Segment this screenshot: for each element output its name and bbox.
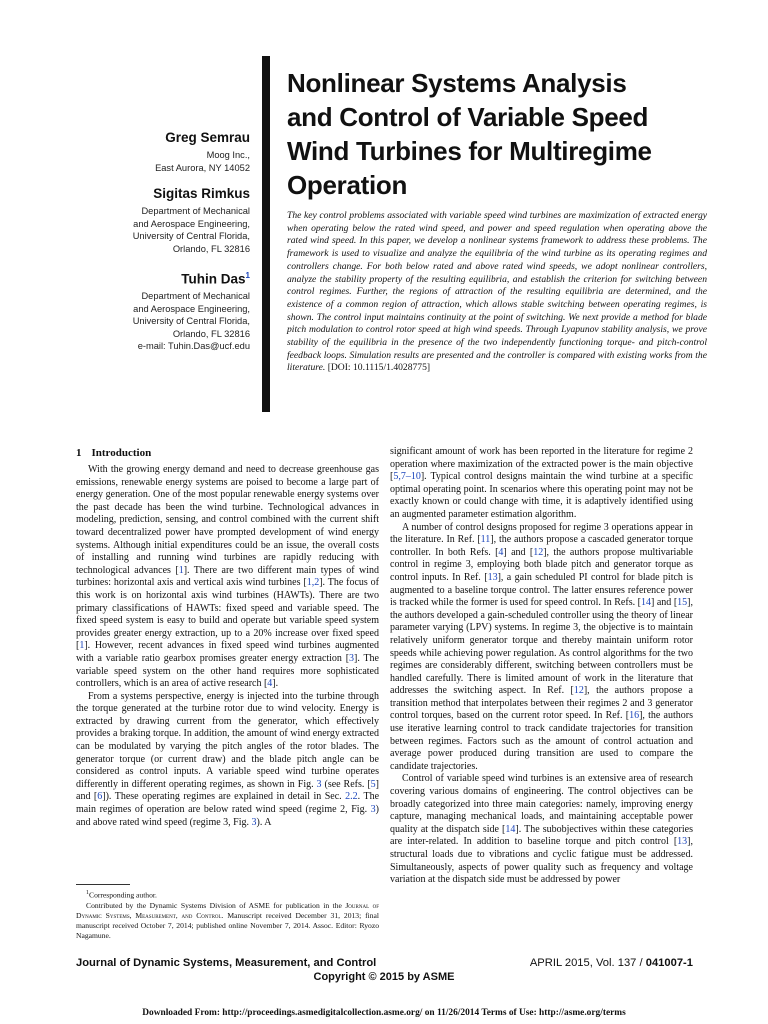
paragraph-text: ]. There are two different main types of wind turbines: horizontal axis and vertical axis wind turbines [ — [76, 564, 379, 589]
paragraph-text: ]. The focus of this work is on horizontal axis wind turbines (HAWTs). There are two primary classifications of HAWTs: fixed speed and variable speed. The fixed speed system is easy to build and operate but variable speed system provides greater energy extraction, up to a 20% increase over fixed speed [ — [76, 577, 379, 652]
author-block — [60, 268, 250, 353]
paragraph-text: ]. The variable speed system on the other hand requires more sophisticated controllers, which is an area of active research [ — [76, 652, 379, 690]
body-column-right — [390, 446, 693, 887]
author-name — [60, 268, 250, 288]
paragraph-text: ], the authors propose a transition method that interpolates between their regimes 2 and 3 generator control torques, based on the current rotor speed. In Ref. [ — [390, 685, 693, 722]
author-affiliation-line: East Aurora, NY 14052 — [155, 162, 250, 173]
footnote-contributed — [76, 901, 379, 941]
authors-column — [60, 130, 250, 365]
citation-link[interactable]: 13 — [487, 571, 498, 583]
paragraph-text: ], the authors developed a gain-scheduled controller using the theory of linear parameter varying (LPV) systems. In regime 3, the objective is to maintain relatively uniform generator torque and thereby maintain uniform rotor speeds while achieving power regulation. As control algorithms for the two regimes are considerably different, switching between controllers must be handled carefully. There is limited amount of work in the literature that addresses the switching aspect. In Ref. [ — [390, 597, 693, 697]
citation-link[interactable]: 1,2 — [306, 577, 320, 589]
paragraph-text: ) and above rated wind speed (regime 3, Fig. — [76, 804, 379, 828]
paragraph-text: With the growing energy demand and need to decrease greenhouse gas emissions, renewable energy systems are poised to become a large part of energy generation. One of the most popular renewable energy systems over the past decade has been the wind turbine. Technological advances in modeling, prediction, sensing, and control combined with the current shift toward decentralized power have prompted development of wind energy systems. Although initial expenditures could be an issue, the overall costs of installing and running wind turbines are rapidly reducing with technological advances [ — [76, 464, 379, 576]
author-block — [60, 130, 250, 174]
footer-journal: Journal of Dynamic Systems, Measurement, and Control — [76, 957, 377, 969]
paragraph-text: ] and [ — [503, 546, 534, 558]
author-affiliation-line: and Aerospace Engineering, — [133, 218, 250, 229]
body-paragraph — [390, 522, 693, 774]
abstract — [287, 210, 707, 375]
footer-issue — [530, 957, 693, 969]
citation-link[interactable]: 4 — [267, 678, 273, 690]
citation-link[interactable]: 4 — [498, 546, 504, 558]
author-affiliation-line: and Aerospace Engineering, — [133, 303, 250, 314]
citation-link[interactable]: 2.2 — [345, 791, 358, 803]
footer-article-number: 041007-1 — [645, 957, 693, 969]
paragraph-text: ]. — [272, 678, 279, 690]
title-line: Wind Turbines for Multiregime — [287, 136, 652, 166]
author-affiliation-line: Orlando, FL 32816 — [172, 243, 250, 254]
author-affiliation-line: University of Central Florida, — [132, 231, 250, 242]
paragraph-text: Control of variable speed wind turbines is an extensive area of research covering various domains of engineering. The control objectives can be broadly categorized into three main categories: namely, improving energy capture, managing mechanical loads, and maintaining acceptable power quality at the dispatch side [ — [390, 773, 693, 835]
citation-link[interactable]: 14 — [640, 597, 651, 609]
paragraph-text: From a systems perspective, energy is injected into the turbine through the torque generated at the turbine rotor due to wind velocity. Energy is extracted by drawing current from the generator, which effectively provides a braking torque. In addition, the amount of wind energy extracted can be modulated by varying the pitch angles of the rotor blades. The generator torque (or current draw) and the blade pitch angle can be considered as control inputs. A variable speed wind turbine operates differently in different operating regimes, as shown in Fig. — [76, 690, 379, 790]
body-paragraph — [76, 691, 379, 830]
footnote-contributed-prefix: Contributed by the Dynamic Systems Division of ASME for publication in the — [86, 900, 346, 910]
download-notice: Downloaded From: http://proceedings.asmedigitalcollection.asme.org/ on 11/26/2014 Terms of Use: http://asme.org/terms — [142, 1008, 626, 1018]
citation-link[interactable]: 5 — [370, 778, 376, 790]
citation-link[interactable]: 5,7–10 — [393, 471, 421, 483]
paragraph-text: ], the authors propose a cascaded generator torque controller. In both Refs. [ — [390, 534, 693, 558]
body-paragraph — [390, 446, 693, 522]
paragraph-text: ]. However, recent advances in fixed speed wind turbines augmented with a variable ratio gearbox promises greater energy extraction [ — [76, 640, 379, 664]
paragraph-text: ] and [ — [650, 597, 678, 609]
citation-link[interactable]: 16 — [629, 710, 640, 722]
title-accent-bar — [262, 56, 270, 412]
doi: [DOI: 10.1115/1.4028775] — [327, 362, 431, 374]
paragraph-text: ], the authors propose multivariable control in regime 3, employing both blade pitch and generator torque as control inputs. In Ref. [ — [390, 546, 693, 583]
section-title: Introduction — [91, 447, 152, 459]
section-number: 1 — [76, 447, 82, 459]
footnote-journal-name: Journal of Dynamic Systems, Measurement, and Control — [76, 900, 379, 920]
paper-title — [287, 66, 707, 202]
citation-link[interactable]: 11 — [480, 534, 491, 546]
citation-link[interactable]: 3 — [316, 778, 322, 790]
author-affiliation-line: Department of Mechanical — [141, 206, 250, 217]
footnote-contributed-suffix: . Manuscript received December 31, 2013; final manuscript received October 7, 2014; published online November 7, 2014. Assoc. Editor: Ryozo Nagamune. — [76, 910, 380, 940]
paragraph-text: ]. The subobjectives within these categories are inter-related. In addition to baseline torque and pitch control [ — [390, 823, 694, 848]
paragraph-text: ]). These operating regimes are explained in detail in Sec. — [102, 791, 346, 803]
citation-link[interactable]: 15 — [677, 597, 688, 609]
footnote-rule — [76, 884, 130, 885]
footer-copyright: Copyright © 2015 by ASME — [313, 971, 455, 983]
citation-link[interactable]: 13 — [677, 836, 688, 848]
author-affiliation-line: Orlando, FL 32816 — [172, 328, 250, 339]
paragraph-text: ], a gain scheduled PI control for blade pitch is augmented to a baseline torque control. The latter ensures reference power is tracked while the former is used for speed control. In Refs. [ — [390, 571, 694, 609]
citation-link[interactable]: 3 — [370, 804, 376, 816]
paragraph-text: ], the authors use iterative learning control to track candidate trajectories for transition between regimes. Factors such as the amount of control actuation and average power produced during transition are used to compare the candidate trajectories. — [390, 710, 693, 772]
author-block — [60, 186, 250, 255]
paragraph-text: . The main regimes of operation are below rated wind speed (regime 2, Fig. — [76, 791, 380, 816]
title-line: Operation — [287, 170, 408, 200]
author-name-text: Greg Semrau — [165, 130, 250, 145]
citation-link[interactable]: 12 — [533, 546, 544, 558]
author-name — [60, 186, 250, 202]
citation-link[interactable]: 12 — [573, 685, 584, 697]
section-heading — [76, 446, 379, 460]
body-paragraph — [390, 773, 693, 886]
body-paragraph — [76, 464, 379, 691]
paragraph-text: ], structural loads due to vibrations and cyclic fatigue must be addressed. Simultaneously, aspects of power quality such as frequency and voltage variation at the dispatch side must be addressed by power — [390, 836, 693, 886]
citation-link[interactable]: 3 — [349, 652, 355, 664]
paragraph-text: (see Refs. [ — [321, 778, 371, 790]
left-paragraphs — [76, 464, 379, 829]
footnote-mark: 1 — [86, 890, 89, 896]
title-line: Nonlinear Systems Analysis — [287, 68, 627, 98]
citation-link[interactable]: 3 — [251, 816, 257, 828]
citation-link[interactable]: 1 — [79, 640, 85, 652]
paragraph-text: ). A — [256, 816, 272, 828]
paragraph-text: significant amount of work has been reported in the literature for regime 2 operation where maximization of the extracted power is the main objective [ — [390, 446, 693, 483]
paragraph-text: ]. Typical control designs maintain the wind turbine at a specific optimal operating point. In scenarios where this operating point may not be exactly known or could change with time, it is adaptively identified using an augmented parameter estimation algorithm. — [390, 471, 693, 520]
citation-link[interactable]: 6 — [97, 791, 103, 803]
paragraph-text: A number of control designs proposed for regime 3 operations appear in the literature. In Ref. [ — [390, 521, 693, 546]
citation-link[interactable]: 14 — [505, 823, 516, 835]
abstract-text: The key control problems associated with variable speed wind turbines are maximization of extracted energy when operating below the rated wind speed, and power and speed regulation when operating above the rated wind speed. In this paper, we develop a nonlinear systems framework to address these problems. The framework is used to visualize and analyze the equilibria of the wind turbine as its operating regimes and controllers change. For both below rated and above rated wind speeds, we adopt nonlinear controllers, analyze the stability property of the resulting equilibria, and establish the criterion for switching between control regimes. Further, the regions of attraction of the resulting equilibria are determined, and the existence of a common region of attraction, which allows stable switching between operating regimes, is shown. The control input maintains continuity at the point of switching. We next provide a method for blade pitch modulation to control rotor speed at high wind speeds. Through Lyapunov stability analysis, we prove stability of the equilibria in the presence of the two independently functioning torque- and pitch-control feedback loops. Simulation results are presented and the controller is compared with existing works from the literature. — [287, 210, 707, 374]
author-affiliation-line: e-mail: Tuhin.Das@ucf.edu — [137, 341, 250, 352]
author-name-text: Tuhin Das — [181, 271, 246, 287]
title-line: and Control of Variable Speed — [287, 102, 649, 132]
paragraph-text: ] and [ — [76, 778, 379, 803]
footnote-corresponding-text: Corresponding author. — [89, 890, 157, 900]
author-name-text: Sigitas Rimkus — [153, 186, 250, 202]
body-column-left — [76, 446, 379, 829]
author-affiliation-line: Moog Inc., — [206, 150, 250, 160]
right-paragraphs — [390, 446, 693, 887]
author-affiliation-line: Department of Mechanical — [141, 291, 250, 302]
author-affiliation-line: University of Central Florida, — [132, 316, 250, 327]
author-name — [60, 130, 250, 146]
footnote-corresponding — [76, 888, 379, 901]
author-footnote-mark[interactable]: 1 — [245, 270, 250, 280]
citation-link[interactable]: 1 — [178, 564, 184, 576]
footer-issue-text: APRIL 2015, Vol. 137 / — [529, 957, 646, 969]
footnotes — [76, 888, 379, 941]
